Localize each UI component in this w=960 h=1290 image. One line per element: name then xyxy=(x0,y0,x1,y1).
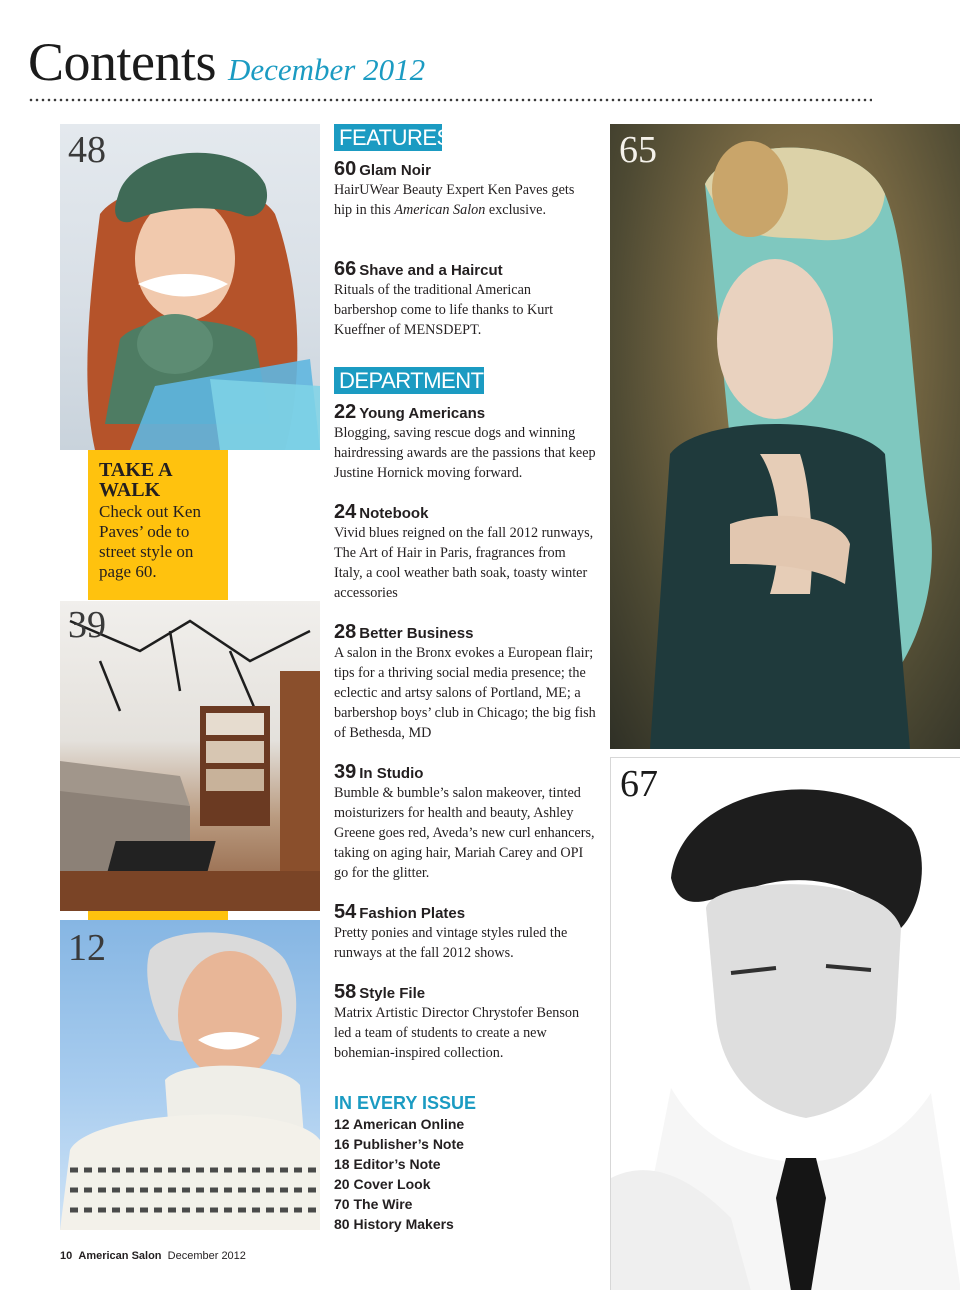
in-every-issue-label: IN EVERY ISSUE xyxy=(334,1093,477,1113)
entry-page: 24 xyxy=(334,501,357,523)
contents-header xyxy=(28,30,908,90)
departments-label: DEPARTMENTS xyxy=(334,367,484,394)
entry-page: 58 xyxy=(334,981,357,1003)
entry-description-italic: American Salon xyxy=(394,202,486,218)
entry-page: 54 xyxy=(334,901,357,923)
entry-description: A salon in the Bronx evokes a European flair; tips for a thriving social media presence; the eclectic and artsy salons of Portland, ME; a barbershop boys’ club in Chicago; the big fish of Bethesda, MD xyxy=(334,645,596,741)
entry-heading xyxy=(334,401,596,423)
entry-heading xyxy=(334,501,596,523)
footer-magazine: American Salon xyxy=(78,1250,162,1262)
list-item[interactable]: 20 Cover Look xyxy=(334,1176,431,1192)
footer-page-number: 10 xyxy=(60,1250,73,1262)
toc-entry[interactable] xyxy=(334,901,596,963)
teal-hair-model-illustration xyxy=(610,124,960,749)
entry-description-text: HairUWear Beauty Expert Ken Paves gets hip in this xyxy=(334,182,575,218)
entry-description xyxy=(334,180,596,220)
entry-heading xyxy=(334,621,596,643)
features-label: FEATURES xyxy=(334,124,442,151)
entry-description: Vivid blues reigned on the fall 2012 runways, The Art of Hair in Paris, fragrances from Italy, a cool weather bath soak, toasty winter accessories xyxy=(334,525,594,601)
photo-page-number: 67 xyxy=(620,763,658,805)
entry-title: Young Americans xyxy=(359,405,486,422)
callout-body: Check out Ken Paves’ ode to street style on page 60. xyxy=(99,502,201,581)
entry-description: Pretty ponies and vintage styles ruled the runways at the fall 2012 shows. xyxy=(334,925,568,961)
page-footer xyxy=(60,1249,246,1263)
photo-page-number: 65 xyxy=(619,129,657,171)
issue-date: December 2012 xyxy=(228,52,426,87)
entry-page: 60 xyxy=(334,158,357,180)
list-item[interactable]: 80 History Makers xyxy=(334,1216,454,1232)
entry-heading xyxy=(334,761,596,783)
entry-title: In Studio xyxy=(359,765,424,782)
entry-description-text: exclusive. xyxy=(485,202,547,218)
yellow-accent-strip xyxy=(88,911,228,920)
photo-page-number: 48 xyxy=(68,129,106,171)
list-item[interactable]: 70 The Wire xyxy=(334,1196,413,1212)
entry-title: Style File xyxy=(359,985,426,1002)
entry-title: Better Business xyxy=(359,625,474,642)
toc-entry[interactable] xyxy=(334,621,596,743)
entry-heading xyxy=(334,981,596,1003)
entry-description: Rituals of the traditional American barbershop come to life thanks to Kurt Kueffner of MENSDEPT. xyxy=(334,282,554,338)
entry-description: Matrix Artistic Director Chrystofer Benson led a team of students to create a new bohemian-inspired collection. xyxy=(334,1005,580,1061)
toc-entry[interactable] xyxy=(334,501,596,603)
toc-entry[interactable] xyxy=(334,761,596,883)
photo-page-number: 12 xyxy=(68,927,106,969)
footer-date: December 2012 xyxy=(167,1250,246,1262)
list-item[interactable]: 18 Editor’s Note xyxy=(334,1156,441,1172)
list-item[interactable]: 12 American Online xyxy=(334,1116,465,1132)
entry-page: 66 xyxy=(334,258,357,280)
entry-description: Bumble & bumble’s salon makeover, tinted moisturizers for health and beauty, Ashley Greene goes red, Aveda’s new curl enhancers, taking on aging hair, Mariah Carey and OPI go for the glitter. xyxy=(334,785,595,881)
in-every-issue-list xyxy=(334,1114,464,1234)
entry-title: Glam Noir xyxy=(359,162,431,179)
salon-interior-illustration xyxy=(60,601,320,911)
photo-page-number: 39 xyxy=(68,604,106,646)
toc-entry[interactable] xyxy=(334,158,596,220)
entry-heading xyxy=(334,901,596,923)
toc-entry[interactable] xyxy=(334,258,596,340)
entry-title: Notebook xyxy=(359,505,429,522)
toc-entry[interactable] xyxy=(334,401,596,483)
page-title: Contents xyxy=(28,32,217,92)
male-model-photo[interactable] xyxy=(610,757,960,1290)
callout-heading: TAKE A WALK xyxy=(99,459,172,501)
winter-woman-photo[interactable] xyxy=(60,124,320,450)
teal-hair-model-photo[interactable] xyxy=(610,124,960,749)
entry-title: Shave and a Haircut xyxy=(359,262,503,279)
entry-title: Fashion Plates xyxy=(359,905,466,922)
entry-page: 28 xyxy=(334,621,357,643)
entry-heading xyxy=(334,258,596,280)
take-a-walk-callout xyxy=(88,450,228,600)
winter-woman-illustration xyxy=(60,124,320,450)
entry-page: 22 xyxy=(334,401,357,423)
older-woman-photo[interactable] xyxy=(60,920,320,1230)
male-model-illustration xyxy=(611,758,960,1290)
salon-interior-photo[interactable] xyxy=(60,601,320,911)
entry-description: Blogging, saving rescue dogs and winning hairdressing awards are the passions that keep Justine Hornick moving forward. xyxy=(334,425,596,481)
dotted-divider xyxy=(28,98,872,102)
toc-entry[interactable] xyxy=(334,981,596,1063)
entry-page: 39 xyxy=(334,761,357,783)
entry-heading xyxy=(334,158,596,180)
list-item[interactable]: 16 Publisher’s Note xyxy=(334,1136,464,1152)
